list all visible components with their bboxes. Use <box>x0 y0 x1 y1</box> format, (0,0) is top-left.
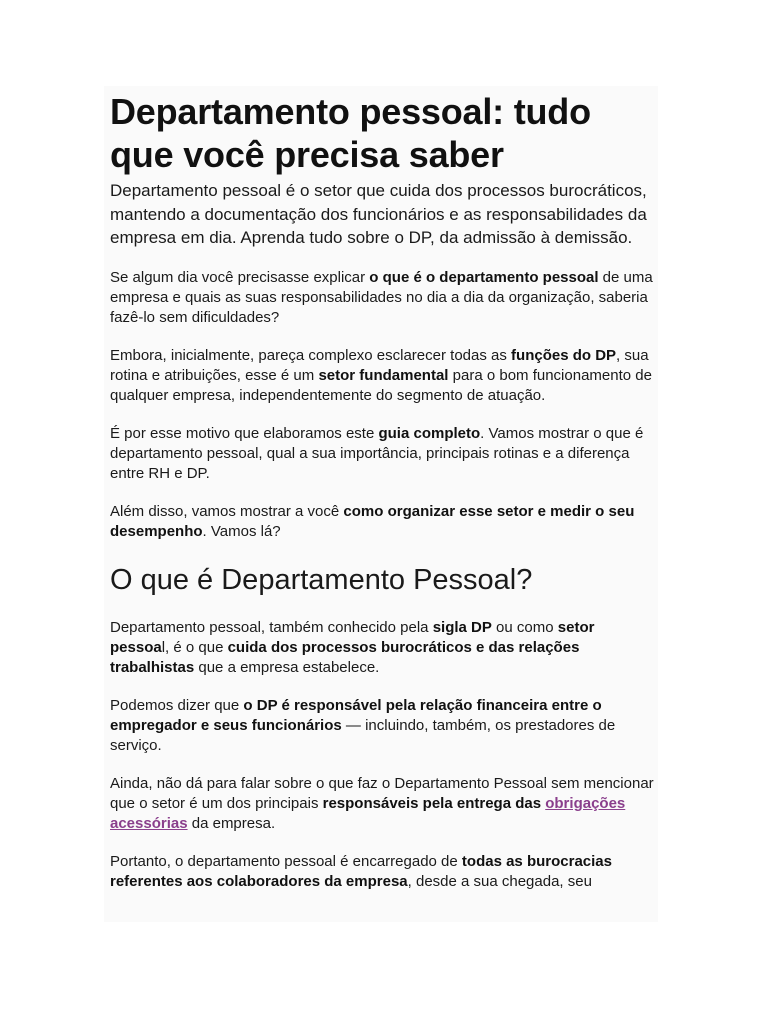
text: para o bom funcionamento de qualquer empresa, independentemente do segmento de atuação. <box>110 366 652 404</box>
bold-text: setor pessoa <box>110 618 595 656</box>
article-title: Departamento pessoal: tudo que você precisa saber <box>110 91 591 175</box>
text: , sua rotina e atribuições, esse é um <box>110 346 649 384</box>
paragraph-2 <box>110 346 656 406</box>
text: . Vamos mostrar o que é departamento pessoal, qual a sua importância, principais rotinas e a diferença entre RH e DP. <box>110 424 644 482</box>
article-lead: Departamento pessoal é o setor que cuida dos processos burocráticos, mantendo a documentação dos funcionários e as responsabilidades da empresa em dia. Aprenda tudo sobre o DP, da admissão à demissão. <box>110 181 647 247</box>
bold-text: guia completo <box>378 424 481 442</box>
text: que a empresa estabelece. <box>194 658 380 676</box>
text: Ainda, não dá para falar sobre o que faz o Departamento Pessoal sem mencionar que o setor é um dos principais <box>110 774 654 812</box>
text: ou como <box>491 618 558 636</box>
text: l, é o que <box>161 638 228 656</box>
obrigacoes-acessorias-link[interactable]: obrigações acessórias <box>110 794 626 832</box>
text: Portanto, o departamento pessoal é encarregado de <box>110 852 462 870</box>
text: de uma empresa e quais as suas responsabilidades no dia a dia da organização, saberia fazê-lo sem dificuldades? <box>110 268 653 326</box>
bold-text: responsáveis pela entrega das <box>322 794 542 812</box>
bold-text: o que é o departamento pessoal <box>369 268 599 286</box>
text: . Vamos lá? <box>202 522 281 540</box>
article-body <box>104 90 658 892</box>
bold-text: o DP é responsável pela relação financeira entre o empregador e seus funcionários <box>110 696 602 734</box>
text: Se algum dia você precisasse explicar <box>110 268 370 286</box>
document-page <box>104 86 658 922</box>
text: Embora, inicialmente, pareça complexo esclarecer todas as <box>110 346 512 364</box>
text: Podemos dizer que <box>110 696 244 714</box>
paragraph-4 <box>110 502 656 542</box>
paragraph-8 <box>110 852 656 892</box>
text: , desde a sua chegada, seu <box>407 872 592 890</box>
bold-text: sigla DP <box>432 618 492 636</box>
bold-text: todas as burocracias referentes aos colaboradores da empresa <box>110 852 612 890</box>
text: — incluindo, também, os prestadores de serviço. <box>110 716 616 754</box>
text: É por esse motivo que elaboramos este <box>110 424 379 442</box>
paragraph-6 <box>110 696 656 756</box>
bold-text: cuida dos processos burocráticos e das relações trabalhistas <box>110 638 580 676</box>
paragraph-7 <box>110 774 656 834</box>
bold-text: como organizar esse setor e medir o seu desempenho <box>110 502 635 540</box>
paragraph-3 <box>110 424 656 484</box>
text: Departamento pessoal, também conhecido pela <box>110 618 433 636</box>
bold-text: funções do DP <box>511 346 617 364</box>
paragraph-1 <box>110 268 656 328</box>
text: da empresa. <box>187 814 276 832</box>
section-heading: O que é Departamento Pessoal? <box>110 563 533 596</box>
bold-text: setor fundamental <box>318 366 449 384</box>
text: Além disso, vamos mostrar a você <box>110 502 344 520</box>
paragraph-5 <box>110 618 656 678</box>
